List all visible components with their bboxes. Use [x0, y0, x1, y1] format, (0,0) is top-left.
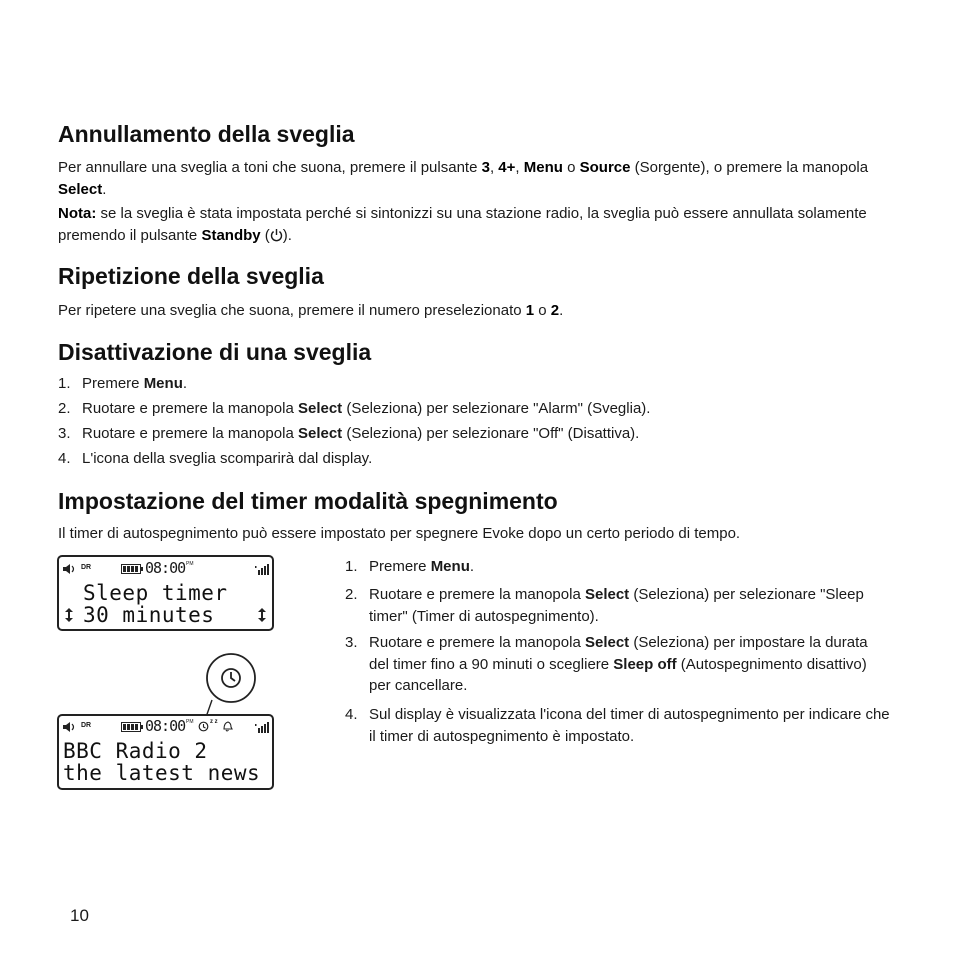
dr-indicator: DR [81, 722, 92, 729]
signal-strength-icon [255, 721, 269, 733]
lcd-line-1: BBC Radio 2 [63, 739, 208, 763]
heading-annullamento: Annullamento della sveglia [58, 121, 355, 147]
clock-time: 08:00 [145, 717, 186, 735]
bold-keyword: 1 [525, 302, 535, 319]
bold-keyword: Select [584, 634, 630, 651]
bold-keyword: 2 [550, 302, 560, 319]
speaker-icon [62, 721, 76, 733]
lcd-display-sleep-timer [57, 555, 274, 631]
alarm-bell-icon [221, 720, 233, 732]
speaker-icon [62, 563, 76, 575]
heading-ripetizione: Ripetizione della sveglia [58, 263, 324, 289]
paragraph-timer: Il timer di autospegnimento può essere impostato per spegnere Evoke dopo un certo periodo di tempo. [58, 525, 741, 542]
bold-keyword: Standby [201, 226, 261, 244]
pm-indicator: PM [186, 561, 194, 567]
bold-keyword: Sleep off [613, 655, 677, 673]
battery-icon [121, 722, 143, 732]
power-icon [270, 228, 283, 242]
bold-keyword: Menu [523, 159, 563, 176]
bold-keyword: Select [584, 586, 630, 603]
page-number: 10 [70, 906, 89, 925]
bold-keyword: 3 [481, 159, 490, 176]
bold-keyword: Nota: [58, 205, 97, 222]
paragraph-annullamento: Per annullare una sveglia a toni che suona, premere il pulsante 3, 4+, Menu o Source (Sorgente), o premere la manopola Select. [58, 159, 869, 198]
bold-keyword: Menu [143, 375, 183, 392]
bold-keyword: Source [579, 159, 631, 176]
bold-keyword: Select [58, 180, 103, 198]
battery-icon [121, 564, 143, 574]
bold-keyword: Select [297, 400, 343, 417]
note-annullamento: Nota: se la sveglia è stata impostata perché si sintonizzi su una stazione radio, la sveglia può essere annullata solamente premendo il pulsante Standby ( ). [58, 205, 867, 244]
snooze-indicator: z z [210, 719, 218, 725]
heading-disattivazione: Disattivazione di una sveglia [58, 339, 372, 365]
lcd-line-2: the latest news [63, 761, 261, 785]
lcd-display-radio [57, 714, 274, 790]
lcd-line-1: Sleep timer [83, 581, 228, 605]
paragraph-ripetizione: Per ripetere una sveglia che suona, premere il numero preselezionato 1 o 2. [58, 302, 564, 319]
sleep-timer-icon [198, 721, 209, 732]
lcd-line-2: 30 minutes [83, 603, 215, 627]
bold-keyword: 4+ [498, 159, 516, 176]
heading-timer: Impostazione del timer modalità spegnimento [58, 488, 558, 514]
bold-keyword: Select [297, 425, 343, 442]
pm-indicator: PM [186, 719, 194, 725]
clock-time: 08:00 [145, 559, 186, 577]
scroll-arrows-icon [256, 607, 268, 623]
signal-strength-icon [255, 563, 269, 575]
dr-indicator: DR [81, 564, 92, 571]
scroll-arrows-icon [63, 607, 75, 623]
bold-keyword: Menu [430, 558, 470, 575]
